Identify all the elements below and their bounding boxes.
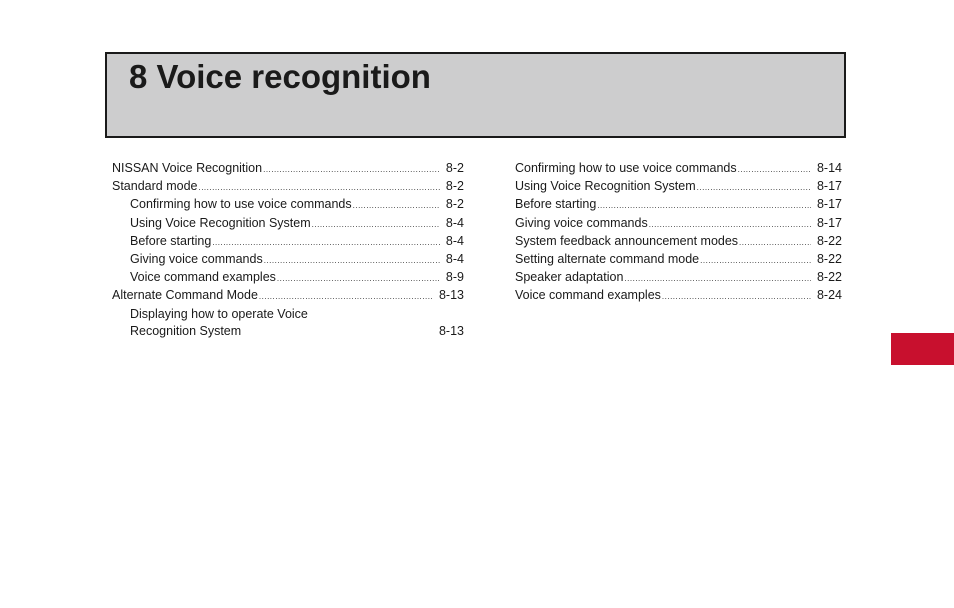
toc-leader-dots xyxy=(264,252,440,269)
toc-entry-page: 8-14 xyxy=(816,161,842,175)
toc-subentry[interactable] xyxy=(112,233,464,251)
toc-entry-page: 8-17 xyxy=(816,179,842,194)
toc-leader-dots xyxy=(277,270,440,287)
toc-entry-page: 8-2 xyxy=(445,197,464,212)
toc-leader-dots xyxy=(312,216,440,233)
toc-entry-page: 8-9 xyxy=(445,270,464,285)
toc-entry-label-line2: Recognition System xyxy=(130,323,242,338)
toc-entry-label: NISSAN Voice Recognition xyxy=(112,161,263,175)
toc-entry-page: 8-13 xyxy=(438,323,464,338)
toc-leader-dots xyxy=(212,234,440,251)
toc-leader-dots xyxy=(259,288,433,305)
toc-entry-label: Before starting xyxy=(130,233,212,248)
toc-left-column xyxy=(112,160,464,340)
toc-right-column xyxy=(515,160,842,306)
toc-entry-page: 8-2 xyxy=(445,179,464,194)
toc-entry-label: Setting alternate command mode xyxy=(515,252,700,267)
toc-entry-page: 8-2 xyxy=(445,161,464,175)
toc-entry[interactable] xyxy=(515,233,842,251)
toc-leader-dots xyxy=(700,252,811,269)
toc-entry-page: 8-4 xyxy=(445,252,464,267)
toc-entry[interactable] xyxy=(515,215,842,233)
toc-entry-label: Using Voice Recognition System xyxy=(130,215,311,230)
toc-entry[interactable] xyxy=(112,287,464,305)
toc-entry-page: 8-22 xyxy=(816,252,842,267)
toc-subentry[interactable] xyxy=(112,251,464,269)
toc-leader-dots xyxy=(624,270,811,287)
toc-subentry[interactable] xyxy=(112,215,464,233)
toc-leader-dots xyxy=(649,216,811,233)
toc-subentry[interactable] xyxy=(112,196,464,214)
toc-entry[interactable] xyxy=(112,178,464,196)
toc-entry[interactable] xyxy=(515,269,842,287)
toc-entry-label: Confirming how to use voice commands xyxy=(130,197,352,212)
toc-entry[interactable] xyxy=(112,160,464,178)
toc-entry-label-line1: Displaying how to operate Voice xyxy=(130,306,308,321)
toc-entry[interactable] xyxy=(515,196,842,214)
toc-entry-label: Confirming how to use voice commands xyxy=(515,161,737,175)
toc-entry-page: 8-4 xyxy=(445,233,464,248)
chapter-title: 8 Voice recognition xyxy=(129,58,431,95)
toc-leader-dots xyxy=(662,288,811,305)
toc-entry-page: 8-22 xyxy=(816,270,842,285)
toc-leader-dots xyxy=(198,179,439,196)
toc-entry-page: 8-24 xyxy=(816,288,842,303)
toc-leader-dots xyxy=(739,234,811,251)
toc-entry[interactable] xyxy=(515,251,842,269)
toc-leader-dots xyxy=(263,161,440,178)
toc-entry-label: Speaker adaptation xyxy=(515,270,624,285)
toc-entry-label: Standard mode xyxy=(112,179,198,194)
toc-entry-page: 8-17 xyxy=(816,215,842,230)
toc-leader-dots xyxy=(353,197,440,214)
toc-entry-label: Voice command examples xyxy=(130,270,276,285)
toc-entry-label: Giving voice commands xyxy=(130,252,263,267)
toc-entry-page: 8-13 xyxy=(438,288,464,303)
toc-entry-label: Alternate Command Mode xyxy=(112,288,258,303)
toc-entry-page: 8-17 xyxy=(816,197,842,212)
toc-entry-page: 8-4 xyxy=(445,215,464,230)
toc-entry[interactable] xyxy=(515,160,842,178)
toc-leader-dots xyxy=(597,197,811,214)
toc-entry-label: Before starting xyxy=(515,197,597,212)
toc-entry-label: Using Voice Recognition System xyxy=(515,179,696,194)
toc-entry-label: Voice command examples xyxy=(515,288,661,303)
chapter-side-tab xyxy=(891,333,954,365)
toc-leader-dots xyxy=(697,179,811,196)
toc-subentry-multiline[interactable] xyxy=(112,306,464,340)
toc-entry-page: 8-22 xyxy=(816,233,842,248)
toc-leader-dots xyxy=(738,161,811,178)
toc-entry[interactable] xyxy=(515,178,842,196)
toc-entry[interactable] xyxy=(515,287,842,305)
chapter-header xyxy=(105,52,846,138)
toc-entry-label: Giving voice commands xyxy=(515,215,648,230)
toc-entry-label: System feedback announcement modes xyxy=(515,233,739,248)
toc-subentry[interactable] xyxy=(112,269,464,287)
